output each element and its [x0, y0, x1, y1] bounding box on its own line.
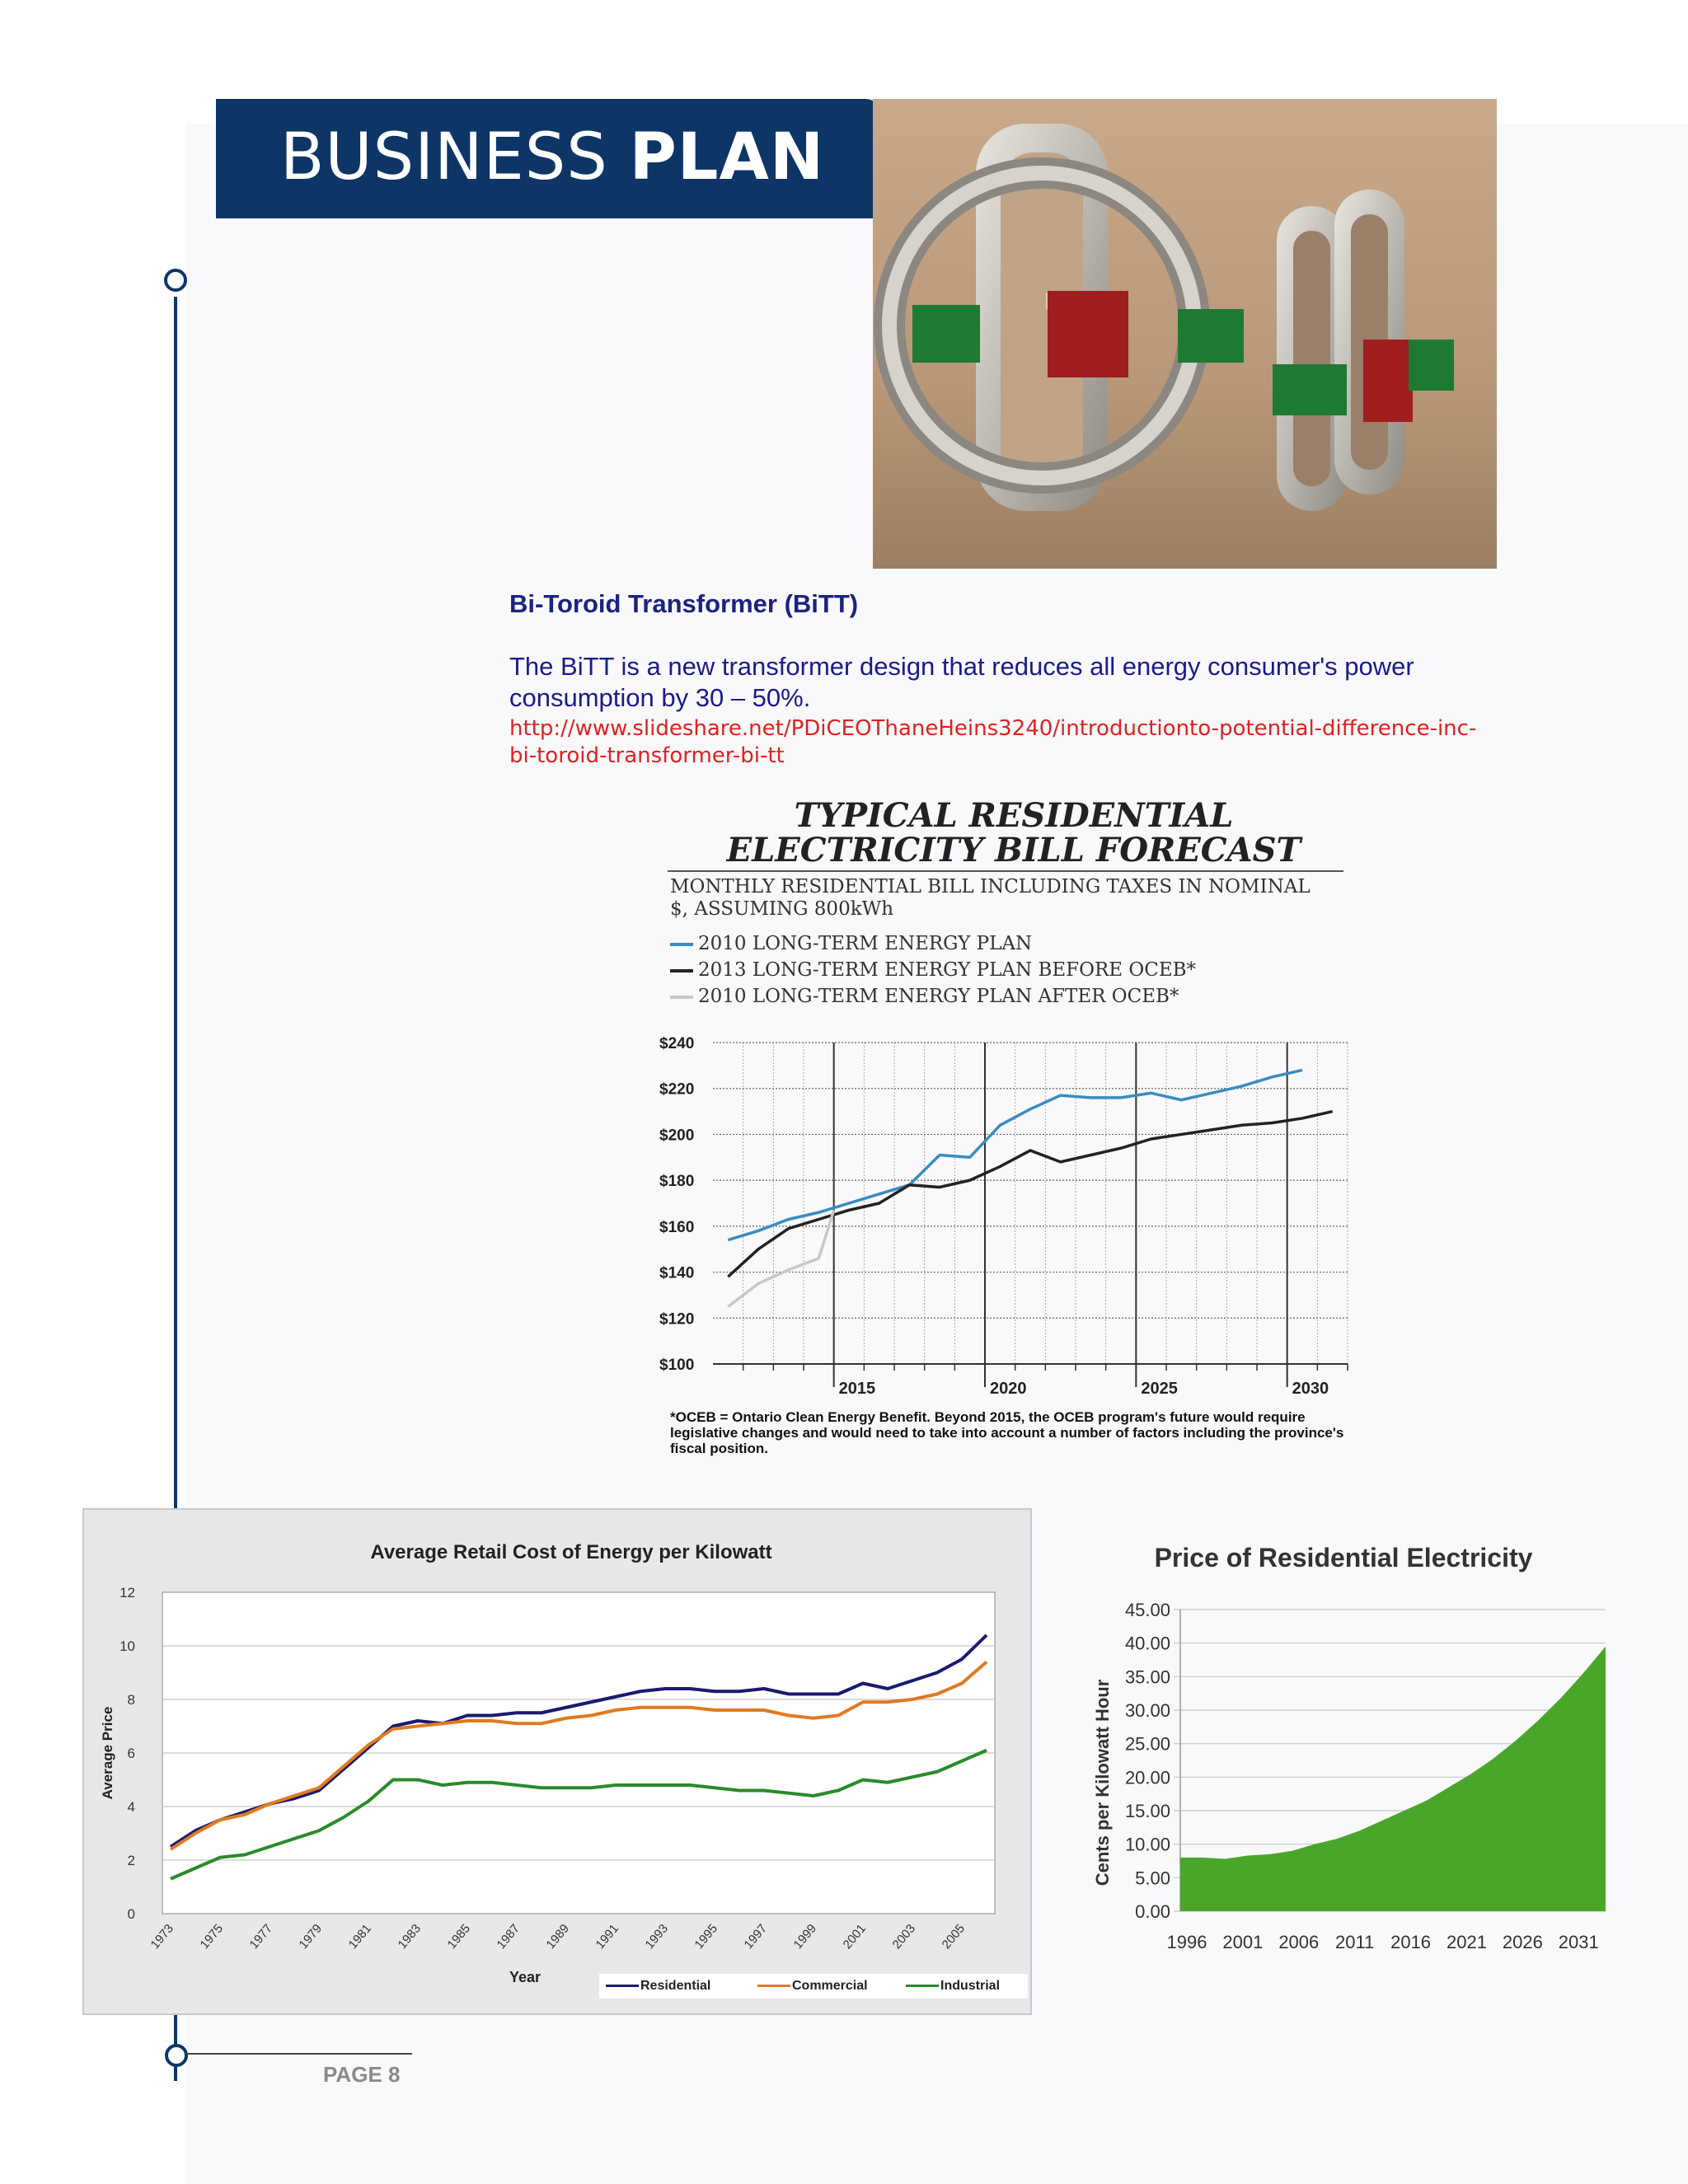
x-tick-label: 1987: [494, 1921, 523, 1952]
x-tick-label: 1977: [246, 1921, 276, 1952]
y-tick-label: $160: [659, 1218, 695, 1236]
chart-legend: [599, 1974, 1028, 1999]
series-line: [728, 1210, 833, 1306]
x-tick-label: 1989: [543, 1921, 573, 1952]
bill-forecast-chart: [651, 791, 1376, 1467]
x-tick-label: 1973: [148, 1921, 177, 1952]
legend-swatch: [757, 1985, 790, 1987]
residential-price-chart: [1055, 1533, 1632, 1978]
bi-toroid-transformer-image: [873, 99, 1497, 569]
chart-title: Price of Residential Electricity: [1154, 1543, 1533, 1572]
source-link[interactable]: http://www.slideshare.net/PDiCEOThaneHeins3240/introductionto-potential-difference-inc-bi-toroid-transformer-bi-tt: [509, 716, 1477, 768]
y-tick-label: $180: [659, 1173, 695, 1191]
page-title: BUSINESS PLAN: [280, 120, 825, 194]
x-tick-label: 2001: [840, 1921, 870, 1952]
page-number: PAGE 8: [323, 2062, 401, 2087]
y-tick-label: 2: [127, 1853, 135, 1868]
legend-swatch: [670, 969, 693, 972]
y-tick-label: 45.00: [1124, 1600, 1170, 1620]
y-tick-label: 35.00: [1124, 1666, 1170, 1688]
y-tick-label: 40.00: [1124, 1633, 1170, 1654]
x-tick-label: 2015: [838, 1380, 876, 1398]
legend-item: 2010 LONG-TERM ENERGY PLAN AFTER OCEB*: [670, 986, 1179, 1007]
legend-item: Industrial: [906, 1979, 1000, 1994]
y-axis-label: Average Price: [100, 1706, 115, 1800]
x-tick-label: 2031: [1558, 1932, 1599, 1952]
retail-cost-chart: [82, 1508, 1032, 2015]
x-tick-label: 1979: [296, 1921, 326, 1952]
chart-footnote: *OCEB = Ontario Clean Energy Benefit. Beyond 2015, the OCEB program's future would require legislative changes and would need to take into account a number of factors including the province's fiscal position.: [670, 1409, 1344, 1456]
y-tick-label: $140: [659, 1264, 695, 1282]
x-tick-label: 2003: [889, 1921, 919, 1952]
legend-item: Commercial: [757, 1979, 868, 1994]
timeline-bottom-circle: [165, 2044, 188, 2067]
x-tick-label: 2030: [1292, 1380, 1329, 1398]
x-tick-label: 1995: [692, 1921, 721, 1952]
x-tick-label: 2005: [939, 1921, 968, 1952]
y-tick-label: 6: [127, 1746, 135, 1761]
residential-price-plot: [1055, 1533, 1632, 1978]
x-tick-label: 1991: [593, 1921, 622, 1952]
y-tick-label: 0.00: [1135, 1901, 1170, 1922]
x-tick-label: 1981: [345, 1921, 375, 1952]
chart-title: Average Retail Cost of Energy per Kilowatt: [370, 1541, 772, 1563]
legend-item: 2013 LONG-TERM ENERGY PLAN BEFORE OCEB*: [670, 959, 1196, 981]
chart-title-line1: TYPICAL RESIDENTIAL: [794, 796, 1234, 835]
y-axis-label: Cents per Kilowatt Hour: [1092, 1679, 1113, 1886]
x-axis-label: Year: [509, 1969, 542, 1985]
y-tick-label: 10: [120, 1638, 135, 1654]
bill-forecast-plot: [651, 1030, 1376, 1401]
x-tick-label: 1996: [1166, 1932, 1207, 1952]
y-tick-label: 5.00: [1135, 1868, 1170, 1889]
x-tick-label: 2026: [1502, 1932, 1543, 1952]
x-tick-label: 2016: [1390, 1932, 1432, 1952]
x-tick-label: 1985: [444, 1921, 474, 1952]
x-tick-label: 1983: [395, 1921, 424, 1952]
x-tick-label: 1993: [642, 1921, 672, 1952]
y-tick-label: 20.00: [1124, 1767, 1170, 1788]
y-tick-label: $220: [659, 1080, 695, 1099]
section-title: Bi-Toroid Transformer (BiTT): [509, 589, 859, 618]
legend-swatch: [606, 1985, 639, 1987]
chart-subtitle: MONTHLY RESIDENTIAL BILL INCLUDING TAXES IN NOMINAL $, ASSUMING 800kWh: [670, 876, 1311, 920]
y-tick-label: $240: [659, 1035, 695, 1052]
y-tick-label: $200: [659, 1127, 695, 1145]
y-tick-label: 30.00: [1124, 1700, 1170, 1721]
x-tick-label: 2006: [1278, 1932, 1320, 1952]
title-rule: [668, 870, 1343, 872]
y-tick-label: 12: [120, 1585, 135, 1601]
y-tick-label: 15.00: [1124, 1801, 1170, 1821]
x-tick-label: 2021: [1446, 1932, 1487, 1952]
legend-item: Residential: [606, 1979, 710, 1994]
y-tick-label: $100: [659, 1357, 695, 1374]
legend-swatch: [670, 996, 693, 999]
y-tick-label: 8: [127, 1692, 135, 1708]
y-tick-label: 25.00: [1124, 1733, 1170, 1755]
timeline-top-circle: [164, 269, 187, 292]
x-tick-label: 1997: [741, 1921, 771, 1952]
area-fill: [1180, 1647, 1606, 1911]
retail-cost-plot: [84, 1510, 1032, 2014]
x-tick-label: 2011: [1335, 1932, 1375, 1952]
y-tick-label: 10.00: [1124, 1834, 1170, 1855]
chart-title-line2: ELECTRICITY BILL FORECAST: [726, 831, 1301, 869]
y-tick-label: $120: [659, 1310, 695, 1329]
series-line: [728, 1112, 1332, 1277]
x-tick-label: 2020: [990, 1380, 1027, 1398]
legend-swatch: [906, 1985, 939, 1987]
x-tick-label: 1999: [790, 1921, 820, 1952]
y-tick-label: 4: [127, 1799, 135, 1815]
legend-item: 2010 LONG-TERM ENERGY PLAN: [670, 933, 1032, 954]
x-tick-label: 2025: [1141, 1380, 1178, 1398]
footer-rule: [185, 2053, 412, 2055]
section-description: The BiTT is a new transformer design that reduces all energy consumer's power consumption by 30 – 50%.: [509, 652, 1414, 712]
x-tick-label: 1975: [197, 1921, 227, 1952]
x-tick-label: 2001: [1222, 1932, 1264, 1952]
header-banner: [216, 99, 882, 218]
y-tick-label: 0: [127, 1906, 135, 1922]
legend-swatch: [670, 943, 693, 946]
